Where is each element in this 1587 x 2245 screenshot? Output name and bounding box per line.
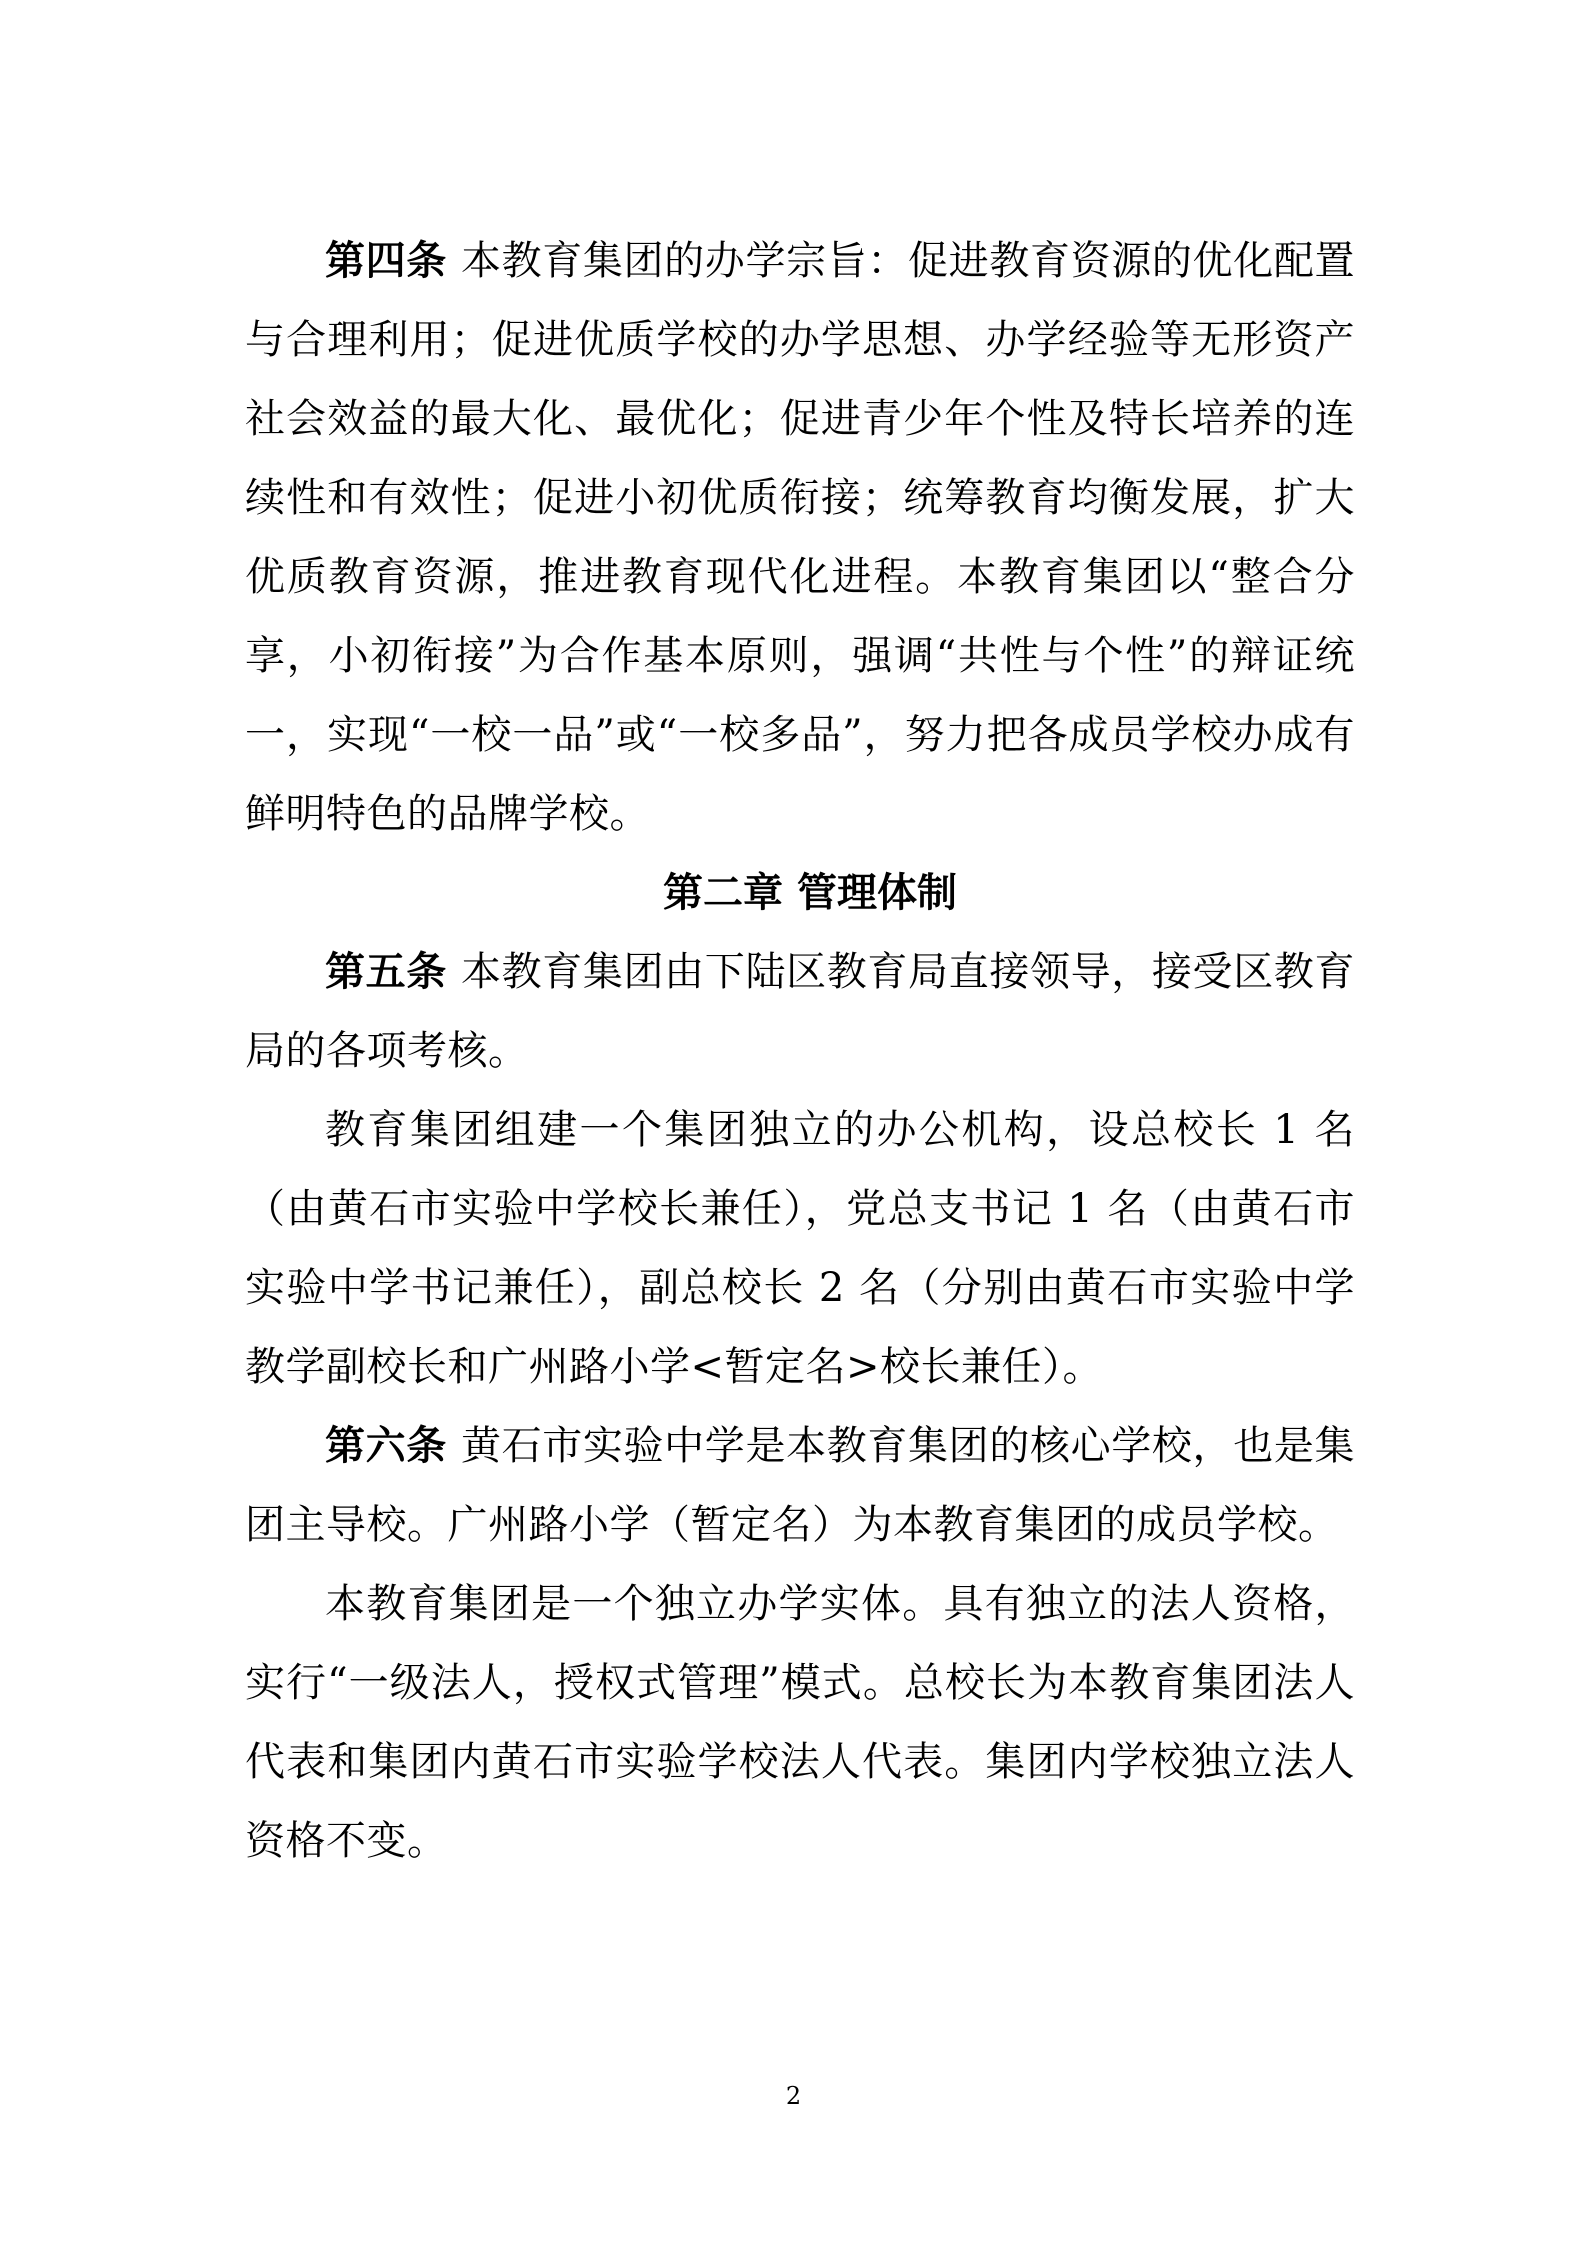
article-5-paragraph [245,933,1355,1091]
article-6-label: 第六条 [325,1423,447,1469]
legal-status-paragraph: 本教育集团是一个独立办学实体。具有独立的法人资格，实行“一级法人，授权式管理”模式。总校长为本教育集团法人代表和集团内黄石市实验学校法人代表。集团内学校独立法人资格不变。 [245,1581,1355,1864]
article-6-paragraph [245,1407,1355,1565]
article-5-label: 第五条 [325,949,447,995]
office-structure-paragraph: 教育集团组建一个集团独立的办公机构，设总校长 1 名（由黄石市实验中学校长兼任），党总支书记 1 名（由黄石市实验中学书记兼任），副总校长 2 名（分别由黄石市实验中学教学副校长和广州路小学<暂定名>校长兼任）。 [245,1107,1355,1390]
chapter-2-title: 第二章 管理体制 [663,870,957,916]
article-4-text: 本教育集团的办学宗旨：促进教育资源的优化配置与合理利用；促进优质学校的办学思想、办学经验等无形资产社会效益的最大化、最优化；促进青少年个性及特长培养的连续性和有效性；促进小初优质衔接；统筹教育均衡发展，扩大优质教育资源，推进教育现代化进程。本教育集团以“整合分享，小初衔接”为合作基本原则，强调“共性与个性”的辩证统一，实现“一校一品”或“一校多品”，努力把各成员学校办成有鲜明特色的品牌学校。 [245,238,1355,837]
article-6-text: 黄石市实验中学是本教育集团的核心学校，也是集团主导校。广州路小学（暂定名）为本教育集团的成员学校。 [245,1423,1355,1548]
document-body [245,222,1355,1881]
article-4-label: 第四条 [325,238,447,284]
article-4-paragraph [245,222,1355,854]
article-5-text: 本教育集团由下陆区教育局直接领导，接受区教育局的各项考核。 [245,949,1355,1074]
page-number: 2 [785,2082,802,2110]
